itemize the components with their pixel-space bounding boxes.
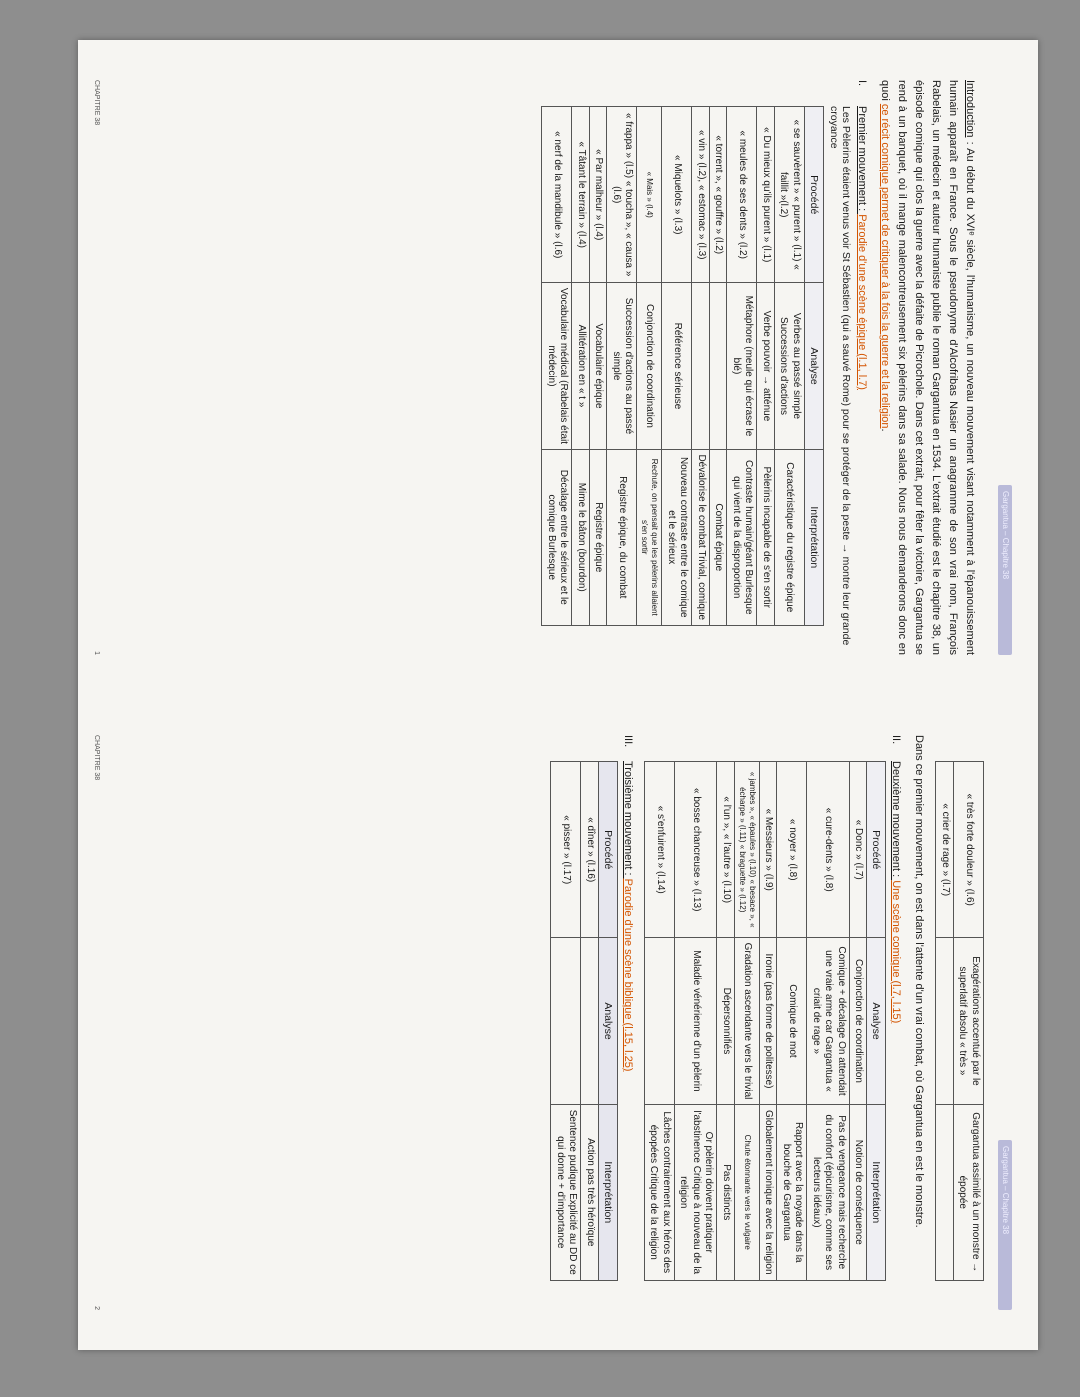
section-number: I.	[855, 80, 868, 87]
interpretation-cell: Chute étonnante vers le vulgaire	[734, 1104, 759, 1280]
analyse-cell: Vocabulaire médical (Rabelais était médecin)	[542, 283, 572, 449]
footer-page-number: 1	[93, 651, 100, 655]
analysis-table-1	[541, 106, 824, 626]
page-header-text: Gargantua – Chapitre 38	[1001, 1146, 1010, 1235]
table-row	[637, 107, 662, 626]
interpretation-cell: Sentence pudique Explicité au DD ce qui donne + d'importance	[551, 1104, 581, 1280]
section-prefix: Premier mouvement :	[855, 106, 868, 215]
section-2-heading	[890, 735, 902, 1310]
analyse-cell: Dépersonnifiés	[717, 938, 735, 1104]
intro-problematic: ce récit comique permet de critiquer à la fois la guerre et la religion	[878, 103, 891, 429]
table-row	[936, 762, 954, 1281]
footer-chapter: CHAPITRE 38	[93, 80, 100, 126]
procede-cell: « pisser » (l.17)	[551, 762, 581, 938]
section-title: Parodie d'une scène biblique (l.15, l.25)	[621, 878, 634, 1072]
interpretation-cell: Dévalorise le combat Trivial, comique	[692, 449, 710, 625]
analyse-cell	[936, 938, 954, 1104]
section-prefix: Troisième mouvement :	[621, 761, 634, 879]
interpretation-cell: Pas de vengeance mais recherche du confort (épicurisme, comme ses lecteurs idéaux)	[807, 1104, 850, 1280]
analyse-cell	[692, 283, 710, 449]
analyse-cell: Verbes au passé simple Successions d'actions	[774, 283, 804, 449]
procede-cell: « crier de rage » (l.7)	[936, 762, 954, 938]
col-header-procede: Procédé	[867, 762, 886, 938]
page-header-text: Gargantua – Chapitre 38	[1001, 491, 1010, 580]
procede-cell: « Messieurs » (l.9)	[759, 762, 777, 938]
table-row	[717, 762, 735, 1281]
procede-cell: « frappa » (l.5) « toucha », « causa » (l.6)	[607, 107, 637, 283]
interpretation-cell: Contraste humain/géant Burlesque qui vient de la disproportion	[727, 449, 757, 625]
interpretation-cell: Pèlerins incapable de s'en sortir	[757, 449, 775, 625]
transition-paragraph: Dans ce premier mouvement, on est dans l'attente d'un vrai combat, où Gargantua en est le monstre.	[913, 735, 926, 1228]
analyse-cell: Exagérations accentué par le superlatif absolu « très »	[954, 938, 984, 1104]
interpretation-cell: Notion de conséquence	[849, 1104, 867, 1280]
procede-cell: « Du mieux qu'ils purent » (l.1)	[757, 107, 775, 283]
table-row	[727, 107, 757, 626]
page-header-band	[998, 1140, 1012, 1310]
col-header-analyse: Analyse	[867, 938, 886, 1104]
table-row	[734, 762, 759, 1281]
scanned-sheet	[78, 40, 1038, 1350]
intro-label: Introduction	[964, 80, 976, 138]
introduction-paragraph	[876, 80, 978, 655]
procede-cell: « torrent », « gouffre » (l.2)	[709, 107, 727, 283]
analyse-cell: Maladie vénérienne d'un pèlerin	[674, 938, 717, 1104]
col-header-analyse: Analyse	[804, 283, 823, 449]
table-row	[581, 762, 599, 1281]
section-title: Parodie d'une scène épique (l.1, l.7)	[855, 214, 868, 390]
col-header-interpretation: Interprétation	[598, 1104, 617, 1280]
interpretation-cell: Action pas très héroïque	[581, 1104, 599, 1280]
section-title: Une scène comique (l.7, l.15)	[890, 880, 903, 1024]
analysis-table-continued	[936, 761, 985, 1281]
procede-cell: « jambes », « épaules » (l.10) « besace », « écharpe » (l.11) « braguette » (l.12)	[734, 762, 759, 938]
interpretation-cell: Registre épique	[589, 449, 607, 625]
table-row	[674, 762, 717, 1281]
table-row	[709, 107, 727, 626]
analyse-cell: Verbe pouvoir → atténue	[757, 283, 775, 449]
interpretation-cell: Gargantua assimilé à un monstre → épopée	[954, 1104, 984, 1280]
section-1-heading	[856, 80, 868, 655]
procede-cell: « dîner » (l.16)	[581, 762, 599, 938]
interpretation-cell: Registre épique, du combat	[607, 449, 637, 625]
table-row	[542, 107, 572, 626]
section-1-summary: Les Pèlerins étaient venus voir St Sébastien (qui a sauvé Rome) pour se protéger de la peste → montre leur grande croyance	[827, 106, 852, 646]
footer-chapter: CHAPITRE 38	[93, 735, 100, 781]
interpretation-cell: Or pèlerin doivent pratiquer l'abstinence Critique à nouveau de la religion	[674, 1104, 717, 1280]
table-row	[662, 107, 692, 626]
interpretation-cell: Nouveau contraste entre le comique et le sérieux	[662, 449, 692, 625]
interpretation-cell: Rapport avec la noyade dans la bouche de Gargantua	[777, 1104, 807, 1280]
interpretation-cell: Caractéristique du registre épique	[774, 449, 804, 625]
analyse-cell: Allitération en « t »	[572, 283, 590, 449]
analyse-cell	[581, 938, 599, 1104]
table-row	[759, 762, 777, 1281]
analyse-cell: Conjonction de coordination	[849, 938, 867, 1104]
procede-cell: « Donc » (l.7)	[849, 762, 867, 938]
interpretation-cell: Rechute, on pensait que les pèlerins allaient s'en sortir	[637, 449, 662, 625]
table-row	[774, 107, 804, 626]
analyse-cell: Référence sérieuse	[662, 283, 692, 449]
procede-cell: « vin » (l.2), « estomac » (l.3)	[692, 107, 710, 283]
procede-cell: « Par malheur » (l.4)	[589, 107, 607, 283]
table-row	[589, 107, 607, 626]
page-header-band	[998, 485, 1012, 655]
table-row	[757, 107, 775, 626]
procede-cell: « se sauvèrent » « purent » (l.1) « faillit »(l.2)	[774, 107, 804, 283]
procede-cell: « Mais » (l.4)	[637, 107, 662, 283]
analyse-cell: Gradation ascendante vers le trivial	[734, 938, 759, 1104]
interpretation-cell: Pas distincts	[717, 1104, 735, 1280]
analyse-cell: Conjonction de coordination	[637, 283, 662, 449]
section-number: III.	[621, 735, 634, 748]
procede-cell: « Miquelots » (l.3)	[662, 107, 692, 283]
procede-cell: « nerf de la mandibule » (l.6)	[542, 107, 572, 283]
analysis-table-3	[550, 761, 618, 1281]
table-row	[572, 107, 590, 626]
section-prefix: Deuxième mouvement :	[890, 761, 903, 881]
procede-cell: « s'enfuirent » (l.14)	[644, 762, 674, 938]
page-one	[78, 40, 1038, 695]
col-header-procede: Procédé	[598, 762, 617, 938]
table-row	[692, 107, 710, 626]
table-row	[644, 762, 674, 1281]
table-row	[607, 107, 637, 626]
footer-page-number: 2	[93, 1306, 100, 1310]
analyse-cell	[644, 938, 674, 1104]
analyse-cell: Comique de mot	[777, 938, 807, 1104]
table-row	[954, 762, 984, 1281]
page-two	[78, 695, 1038, 1350]
col-header-procede: Procédé	[804, 107, 823, 283]
procede-cell: « noyer » (l.8)	[777, 762, 807, 938]
analyse-cell: Vocabulaire épique	[589, 283, 607, 449]
interpretation-cell: Décalage entre le sérieux et le comique Burlesque	[542, 449, 572, 625]
analyse-cell	[551, 938, 581, 1104]
col-header-interpretation: Interprétation	[867, 1104, 886, 1280]
section-3-heading	[622, 735, 634, 1310]
col-header-interpretation: Interprétation	[804, 449, 823, 625]
procede-cell: « cure-dents » (l.8)	[807, 762, 850, 938]
section-number: II.	[890, 735, 903, 745]
analyse-cell: Métaphore (meule qui écrase le blé)	[727, 283, 757, 449]
analyse-cell	[709, 283, 727, 449]
col-header-analyse: Analyse	[598, 938, 617, 1104]
table-row	[849, 762, 867, 1281]
table-row	[777, 762, 807, 1281]
procede-cell: « Tâtant le terrain » (l.4)	[572, 107, 590, 283]
analysis-table-2	[644, 761, 887, 1281]
interpretation-cell	[936, 1104, 954, 1280]
table-row	[807, 762, 850, 1281]
procede-cell: « meules de ses dents » (l.2)	[727, 107, 757, 283]
procede-cell: « bosse chancreuse » (l.13)	[674, 762, 717, 938]
intro-end: .	[878, 428, 891, 432]
interpretation-cell: Globalement ironique avec la religion	[759, 1104, 777, 1280]
intro-text: : Au début du XVIᵉ siècle, l'humanisme, un nouveau mouvement visant notamment à l'épanouissement humain apparaît en France. Sous le pseudonyme d'Alcofribas Nasier un anagramme de son vrai nom, François Rabelais, un médecin et auteur humaniste publie le roman Gargantua en 1534. L'extrait étudié est le chapitre 38, un épisode comique qui clos la guerre avec la défaite de Picrochole. Dans cet extrait, pour fêter la victoire, Gargantua se rend à un banquet, où il mange malencontreusement six pèlerins dans sa salade. Nous nous demanderons donc en quoi	[878, 80, 976, 655]
procede-cell: « très forte douleur » (l.6)	[954, 762, 984, 938]
procede-cell: « l'un », « l'autre » (l.10)	[717, 762, 735, 938]
analyse-cell: Ironie (pas forme de politesse)	[759, 938, 777, 1104]
analyse-cell: Succession d'actions au passé simple	[607, 283, 637, 449]
interpretation-cell: Mime le bâton (bourdon)	[572, 449, 590, 625]
analyse-cell: Comique + décalage On attendait une vraie arme car Gargantua « criait de rage »	[807, 938, 850, 1104]
table-row	[551, 762, 581, 1281]
interpretation-cell: Combat épique	[709, 449, 727, 625]
interpretation-cell: Lâches contrairement aux héros des épopées Critique de la religion	[644, 1104, 674, 1280]
rotated-spread	[78, 40, 1038, 1350]
